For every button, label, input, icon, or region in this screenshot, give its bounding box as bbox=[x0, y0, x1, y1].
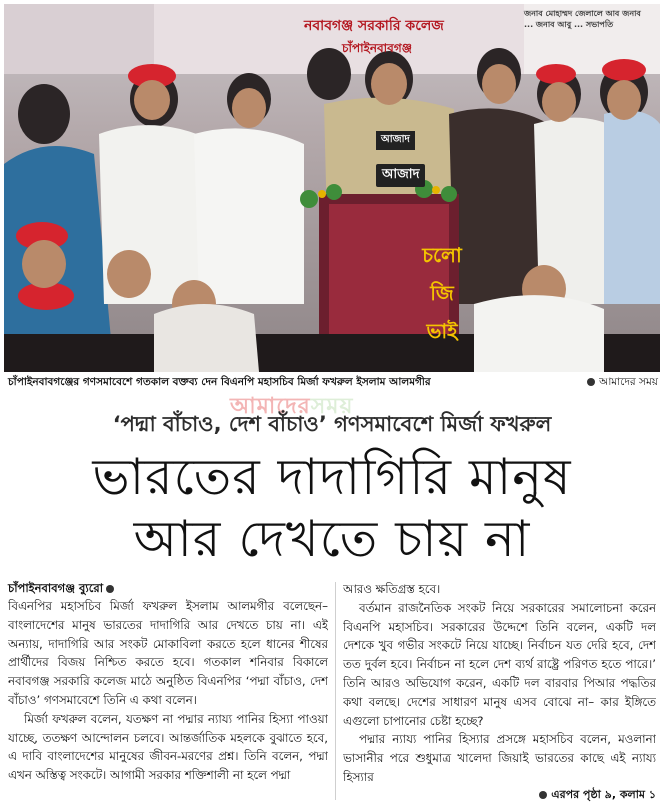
article-paragraph: মির্জা ফখরুল বলেন, যতক্ষণ না পদ্মার ন্যায্য পানির হিস্যা পাওয়া যাচ্ছে, ততক্ষণ আন্দোলন চলবে। আন্তর্জাতিক মহলকে বুঝাতে হবে, এ দাবি বাংলাদেশের মানুষের জীবন-মরণের প্রশ্ন। তিনি বলেন, পদ্মা এখন অস্তিত্ব সংকটে। আগামী সরকার শক্তিশালী না হলে পদ্মা bbox=[8, 711, 328, 783]
watermark-part-b: সময় bbox=[310, 394, 354, 419]
banner-side-text: জনাব মোহাম্মদ জেলালে আব জনাব ... জনাব আবু ... সভাপতি bbox=[524, 9, 641, 29]
news-photo bbox=[4, 4, 660, 372]
banner-title: নবাবগঞ্জ সরকারি কলেজ bbox=[304, 18, 444, 34]
article-paragraph: আরও ক্ষতিগ্রস্ত হবে। bbox=[343, 582, 441, 596]
column-divider bbox=[335, 582, 336, 800]
podium-text: চলো জি ভাই bbox=[422, 243, 462, 343]
kicker-headline: ‘পদ্মা বাঁচাও, দেশ বাঁচাও’ গণসমাবেশে মির্জা ফখরুল bbox=[112, 412, 552, 436]
rally-scene bbox=[4, 4, 660, 372]
article-column-right bbox=[343, 580, 656, 786]
caption-text: চাঁপাইনবাবগঞ্জের গণসমাবেশে গতকাল বক্তব্য দেন বিএনপি মহাসচিব মির্জা ফখরুল ইসলাম আলমগীর bbox=[8, 376, 431, 388]
bullet-icon bbox=[539, 791, 547, 799]
continued-on bbox=[539, 786, 656, 805]
mic-badge-top: আজাদ bbox=[376, 131, 415, 150]
photo-credit bbox=[587, 375, 658, 392]
article-paragraph: পদ্মার ন্যায্য পানির হিস্যার প্রসঙ্গে মহাসচিব বলেন, মওলানা ভাসানীর পরে শুধুমাত্র খালেদা জিয়াই ভারতের কাছে এই ন্যায্য হিস্যার bbox=[343, 732, 656, 784]
banner-subtitle: চাঁপাইনবাবগঞ্জ bbox=[342, 41, 412, 55]
headline-line-2: আর দেখতে চায় না bbox=[133, 510, 531, 568]
article-paragraph: বিএনপির মহাসচিব মির্জা ফখরুল ইসলাম আলমগীর বলেছেন– বাংলাদেশের মানুষ ভারতের দাদাগিরি আর দেখতে চায় না। এই অন্যায়, দাদাগিরি আর সংকট মোকাবিলা করতে হলে ধানের শীষের প্রার্থীদের বিজয় নিশ্চিত করতে হবে। গতকাল শনিবার বিকালে নবাবগঞ্জ সরকারি কলেজ মাঠে অনুষ্ঠিত বিএনপির ‘পদ্মা বাঁচাও, দেশ বাঁচাও’ গণসমাবেশে তিনি এ কথা বলেন। bbox=[8, 599, 328, 707]
byline-text: চাঁপাইনবাবগঞ্জ ব্যুরো bbox=[8, 581, 104, 595]
main-headline bbox=[0, 446, 664, 570]
mic-badge: আজাদ bbox=[376, 164, 425, 187]
bullet-icon bbox=[587, 378, 595, 386]
photo-credit-text: আমাদের সময় bbox=[599, 376, 658, 388]
article-column-left bbox=[8, 597, 328, 803]
bullet-icon bbox=[106, 585, 114, 593]
article-paragraph: বর্তমান রাজনৈতিক সংকট নিয়ে সরকারের সমালোচনা করেন বিএনপি মহাসচিব। সরকারের উদ্দেশে তিনি বলেন, একটি দল দেশকে খুব গভীর সংকটে নিয়ে যাচ্ছে। নির্বাচন যত দেরি হবে, দেশ তত দুর্বল হবে। নির্বাচন না হলে দেশ ব্যর্থ রাষ্ট্রে পরিণত হতে পারে।’ তিনি আরও অভিযোগ করেন, একটি দল বারবার পিআর পদ্ধতির কথা বলছে। দেশের সাধারণ মানুষ এসব বোঝে না– কার ইঙ্গিতে এগুলো চাপানোর চেষ্টা হচ্ছে? bbox=[343, 600, 656, 728]
continued-on-text: এরপর পৃষ্ঠা ৯, কলাম ১ bbox=[551, 788, 656, 801]
watermark-part-a: আমাদের bbox=[230, 394, 311, 419]
headline-line-1: ভারতের দাদাগিরি মানুষ bbox=[92, 448, 572, 506]
